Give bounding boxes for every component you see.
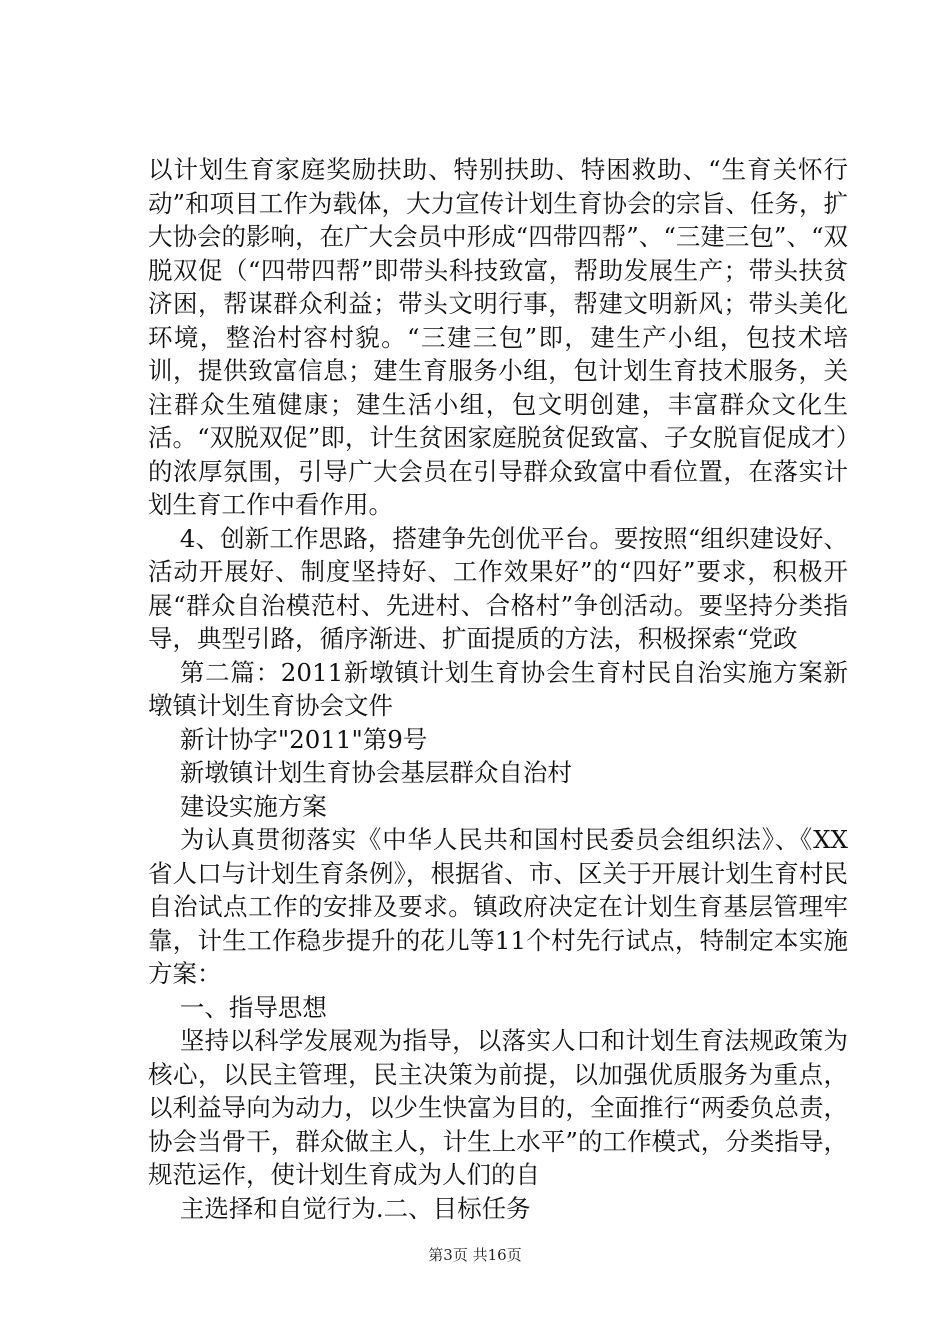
paragraph: 坚持以科学发展观为指导，以落实人口和计划生育法规政策为核心，以民主管理，民主决策为前提，以加强优质服务为重点，以利益导向为动力，以少生快富为目的，全面推行“两委负总责，协会当骨干，群众做主人，计生上水平”的工作模式，分类指导，规范运作，使计划生育成为人们的自 xyxy=(148,1026,848,1189)
document-title-line2: 建设实施方案 xyxy=(179,791,327,821)
paragraph: 为认真贯彻落实《中华人民共和国村民委员会组织法》、《XX省人口与计划生育条例》，根据省、市、区关于开展计划生育村民自治试点工作的安排及要求。镇政府决定在计划生育基层管理牢靠，计生工作稳步提升的花儿等11个村先行试点，特制定本实施方案： xyxy=(148,825,848,988)
paragraph: 以计划生育家庭奖励扶助、特别扶助、特困救助、“生育关怀行动”和项目工作为载体，大力宣传计划生育协会的宗旨、任务，扩大协会的影响，在广大会员中形成“四带四帮”、“三建三包”、“双脱双促（“四带四帮”即带头科技致富，帮助发展生产；带头扶贫济困，帮谋群众利益；带头文明行事，帮建文明新风；带头美化环境，整治村容村貌。“三建三包”即，建生产小组，包技术培训，提供致富信息；建生育服务小组，包计划生育技术服务，关注群众生殖健康；建生活小组，包文明创建，丰富群众文化生活。“双脱双促”即，计生贫困家庭脱贫促致富、子女脱盲促成才）的浓厚氛围，引导广大会员在引导群众致富中看位置，在落实计划生育工作中看作用。 xyxy=(148,155,848,519)
page-number-footer: 第3页 共16页 xyxy=(428,1246,522,1264)
document-title: 新墩镇计划生育协会基层群众自治村 xyxy=(179,758,572,787)
section-heading: 第二篇：2011新墩镇计划生育协会生育村民自治实施方案新墩镇计划生育协会文件 xyxy=(148,657,848,720)
document-number: 新计协字"2011"第9号 xyxy=(179,724,428,754)
paragraph: 4、创新工作思路，搭建争先创优平台。要按照“组织建设好、活动开展好、制度坚持好、工作效果好”的“四好”要求，积极开展“群众自治模范村、先进村、合格村”争创活动。要坚持分类指导，典型引路，循序渐进、扩面提质的方法，积极探索“党政 xyxy=(148,523,848,653)
document-body xyxy=(148,153,848,1225)
subsection-heading: 一、指导思想 xyxy=(179,992,327,1022)
paragraph: 主选择和自觉行为.二、目标任务 xyxy=(179,1193,531,1223)
